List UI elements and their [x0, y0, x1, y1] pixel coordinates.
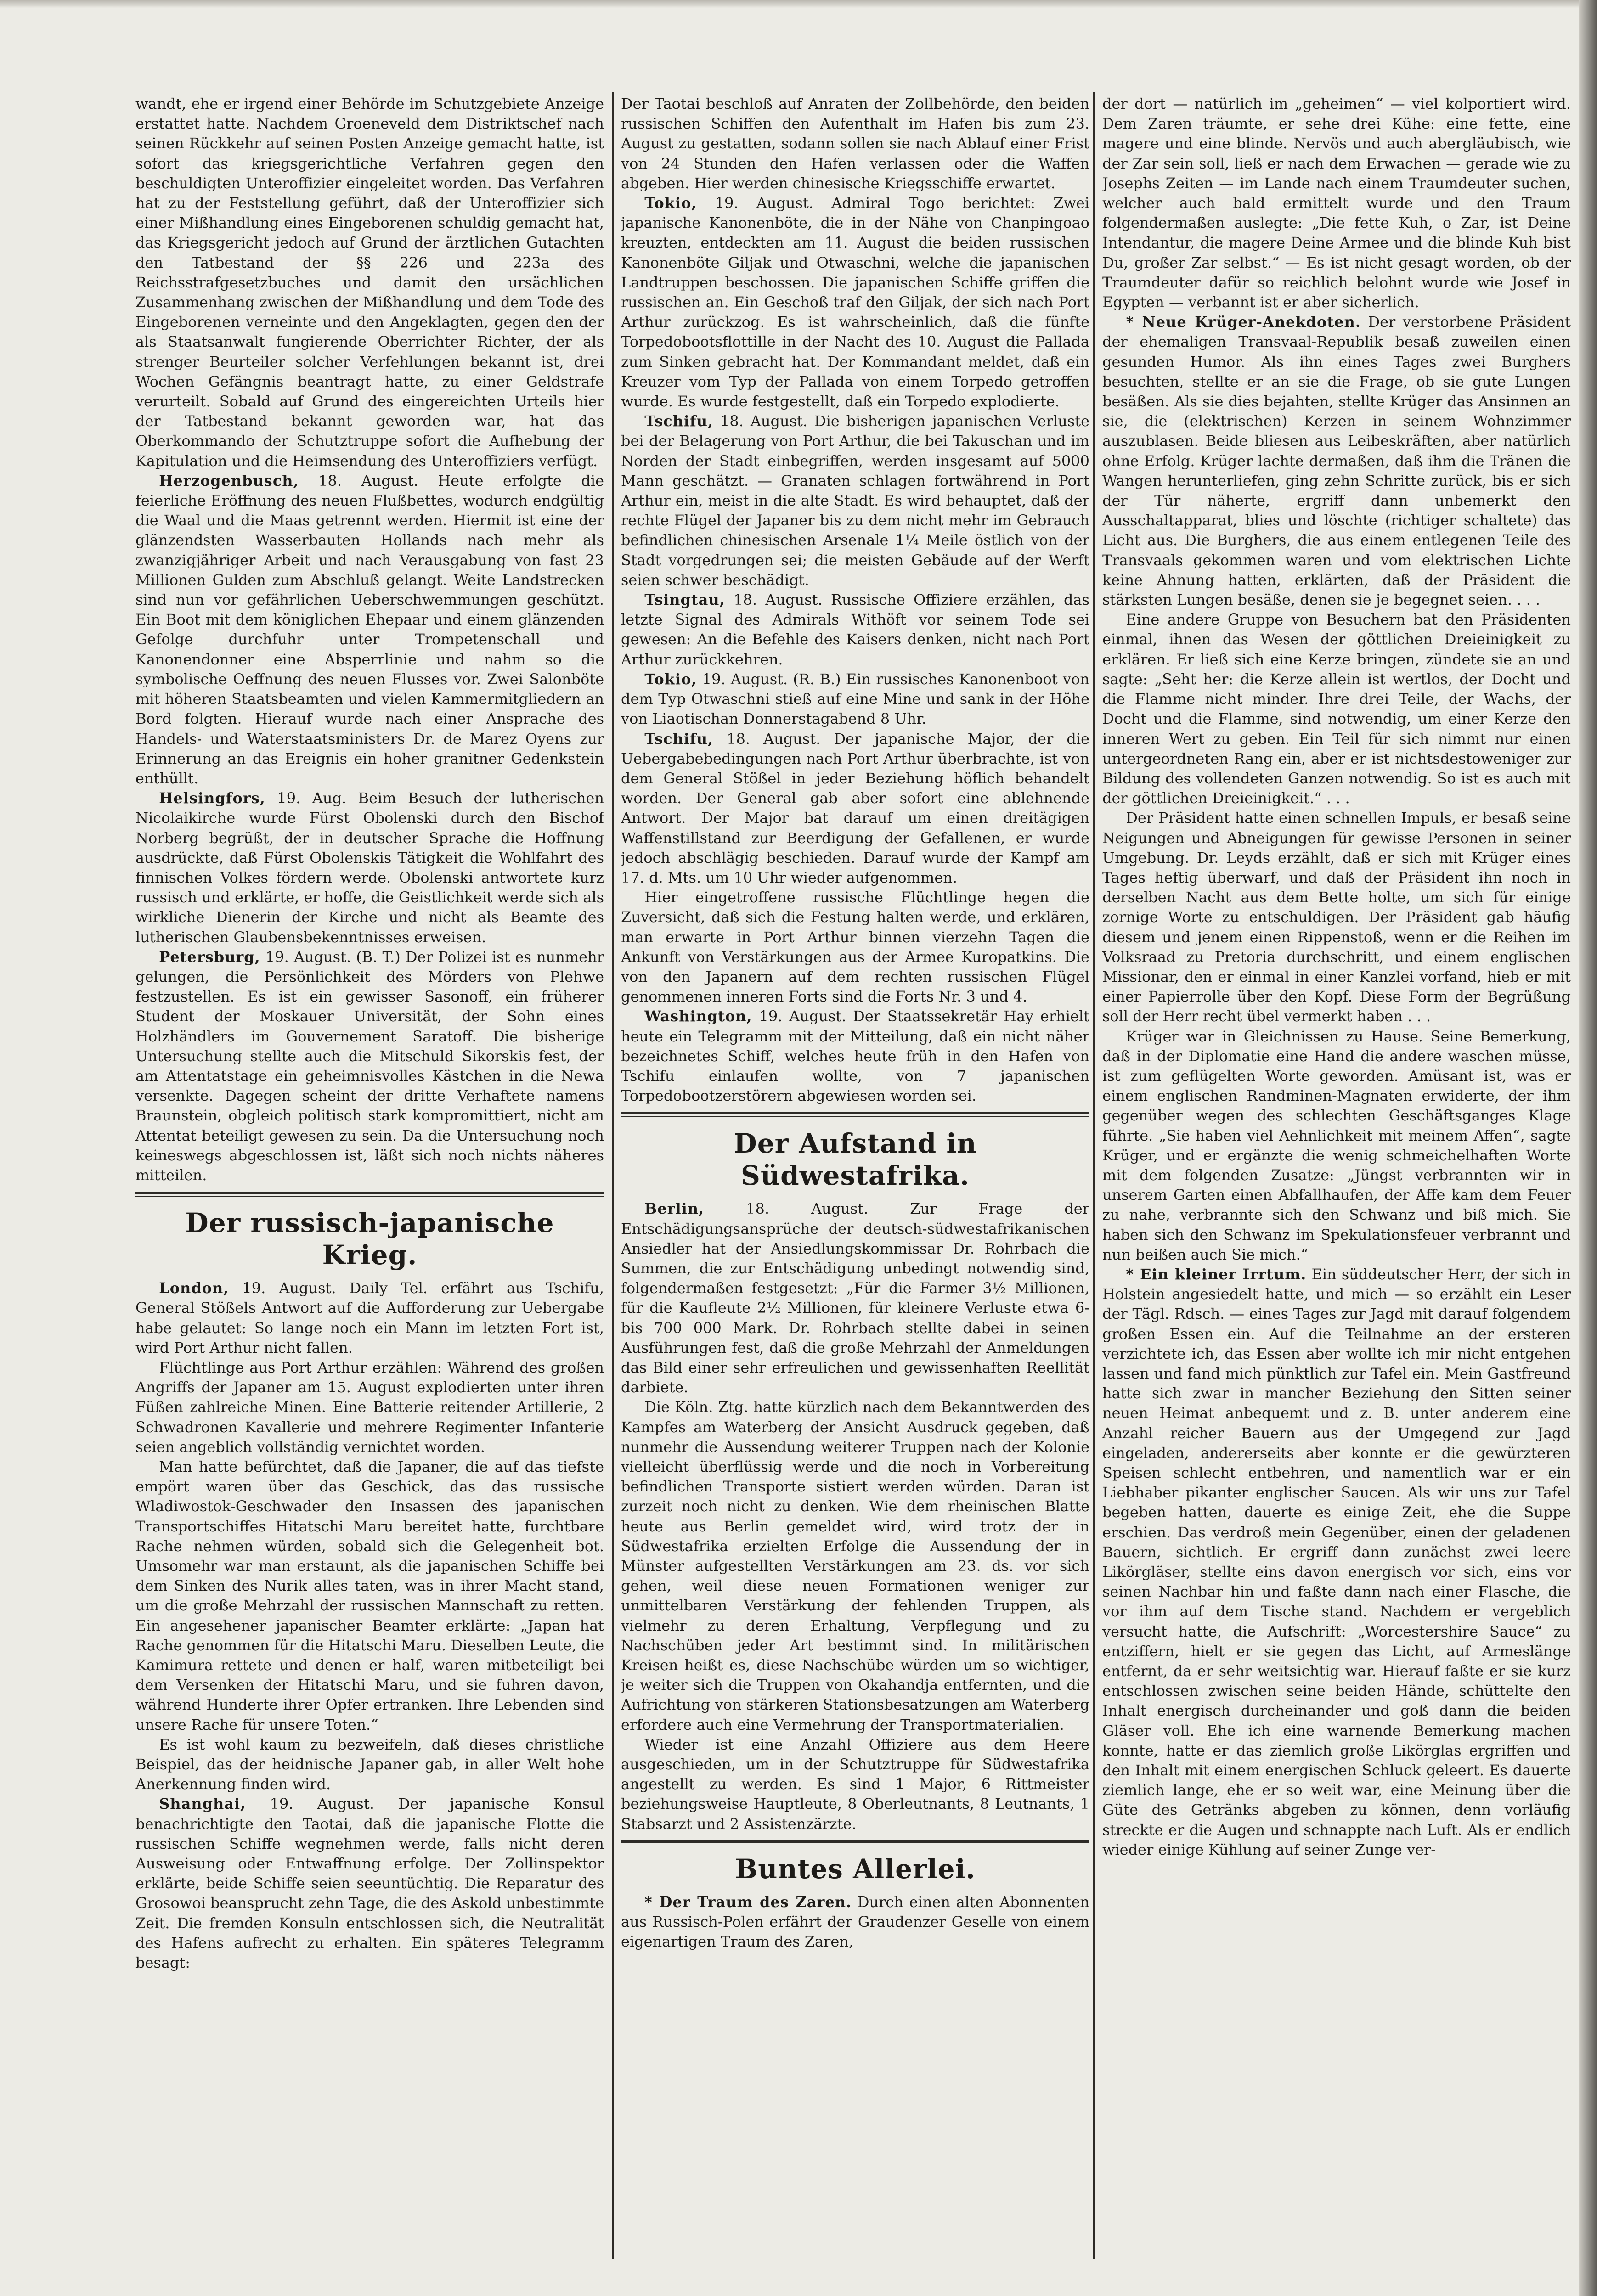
article-paragraph	[1102, 312, 1571, 610]
article-paragraph	[135, 471, 604, 788]
paragraph-text: 18. August. Die bisherigen japanischen Verluste bei der Belagerung von Port Arthur, die bei Takuschan und im Norden der Stadt einbegriffen, werden insgesamt auf 5000 Mann geschätzt. — Granaten schlagen fortwährend in Port Arthur ein, meist in die alte Stadt. Es wird behauptet, daß der rechte Flügel der Japaner bis zu dem nicht mehr im Gebrauch befindlichen chinesischen Arsenale 1¼ Meile östlich von der Stadt vorgedrungen sei; die meisten Gebäude auf der Werft seien schwer beschädigt.	[621, 412, 1089, 589]
paragraph-text: Der verstorbene Präsident der ehemaligen Transvaal-Republik besaß zuweilen einen gesunden Humor. Als ihn eines Tages zwei Burghers besuchten, stellte er an sie die Frage, ob sie gute Lungen besäßen. Als sie dies bejahten, stellte Krüger das Ansinnen an sie, die (elektrischen) Kerzen in seinem Wohnzimmer auszublasen. Beide bliesen aus Leibeskräften, aber natürlich ohne Erfolg. Krüger lachte dermaßen, daß ihm die Tränen die Wangen herunterliefen, ging zehn Schritte zurück, bis er sich der Tür näherte, ergriff dann unbemerkt den Ausschaltapparat, blies und löschte (richtiger schaltete) das Licht aus. Die Burghers, die aus einem entlegenen Teile des Transvaals gekommen waren und vom elektrischen Lichte keine Ahnung hatten, erklärten, daß der Präsident die stärksten Lungen besäße, denen sie je begegnet seien. . . .	[1102, 313, 1571, 609]
paragraph-text: 19. August. Der Staatssekretär Hay erhielt heute ein Telegramm mit der Mitteilung, daß ein nicht näher bezeichnetes Schiff, welches heute früh in den Hafen von Tschifu einlaufen wollte, von 7 japanischen Torpedobootzerstörern abgewiesen worden sei.	[621, 1007, 1089, 1105]
article-paragraph	[621, 729, 1089, 888]
paragraph-text: Durch einen alten Abonnenten aus Russisch-Polen erfährt der Graudenzer Geselle von einem eigenartigen Traum des Zaren,	[621, 1893, 1089, 1951]
article-paragraph: Die Köln. Ztg. hatte kürzlich nach dem Bekanntwerden des Kampfes am Waterberg der Ansicht Ausdruck gegeben, daß nunmehr die Aussendung weiterer Truppen nach der Kolonie vielleicht überflüssig werde und die noch in Vorbereitung befindlichen Transporte sistiert werden würden. Daran ist zurzeit noch nicht zu denken. Wie dem rheinischen Blatte heute aus Berlin gemeldet wird, wird trotz der in Südwestafrika erzielten Erfolge die Aussendung der in Münster aufgestellten Verstärkungen am 23. ds. vor sich gehen, weil diese neuen Formationen weniger zur unmittelbaren Verstärkung der fehlenden Truppen, als vielmehr zu deren Erhaltung, Verpflegung und zu Nachschüben jeder Art bestimmt sind. In militärischen Kreisen heißt es, diese Nachschübe würden um so wichtiger, je weiter sich die Truppen von Okahandja entfernten, und die Aufrichtung von stärkeren Stationsbesatzungen am Waterberg erfordere auch eine Vermehrung der Transportmaterialien.	[621, 1398, 1089, 1733]
column-2	[621, 94, 1089, 2262]
article-paragraph	[621, 1007, 1089, 1106]
article-paragraph: der dort — natürlich im „geheimen“ — viel kolportiert wird. Dem Zaren träumte, er sehe drei Kühe: eine fette, eine magere und eine blinde. Nervös und auch abergläubisch, wie der Zar sein soll, ließ er nach dem Erwachen — gerade wie zu Josephs Zeiten — im Lande nach einem Traumdeuter suchen, welcher auch bald ermittelt wurde und den Traum folgendermaßen auslegte: „Die fette Kuh, o Zar, ist Deine Intendantur, die magere Deine Armee und die blinde Kuh bist Du, großer Zar selbst.“ — Es ist nicht gesagt worden, ob der Traumdeuter dafür so reichlich belohnt wurde wie Josef in Egypten — verbannt ist er aber sicherlich.	[1102, 95, 1571, 311]
article-paragraph	[135, 1794, 604, 1973]
dateline: Tschifu,	[644, 412, 714, 430]
article-paragraph	[621, 1199, 1089, 1397]
article-paragraph: Eine andere Gruppe von Besuchern bat den Präsidenten einmal, ihnen das Wesen der göttlichen Dreieinigkeit zu erklären. Er ließ sich eine Kerze bringen, zündete sie an und sagte: „Seht her: die Kerze allein ist wertlos, der Docht und die Flamme nicht minder. Ihre drei Teile, der Wachs, der Docht und die Flamme, sind notwendig, um einer Kerze den inneren Wert zu geben. Ein Teil für sich nimmt nur einen untergeordneten Rang ein, aber er ist nichtsdestoweniger zur Bildung des vollendeten Ganzen notwendig. So ist es auch mit der göttlichen Dreieinigkeit.“ . . .	[1102, 611, 1571, 807]
paragraph-text: 18. August. Der japanische Major, der die Uebergabebedingungen nach Port Arthur überbrachte, ist von dem General Stößel in jeder Beziehung höflich behandelt worden. Der General gab aber sofort eine ablehnende Antwort. Der Major bat darauf um einen dreitägigen Waffenstillstand zur Beerdigung der Gefallenen, er wurde jedoch abschlägig beschieden. Darauf wurde der Kampf am 17. d. Mts. um 10 Uhr wieder aufgenommen.	[621, 730, 1089, 886]
article-paragraph: wandt, ehe er irgend einer Behörde im Schutzgebiete Anzeige erstattet hatte. Nachdem Groeneveld dem Distriktschef nach seinen Rückkehr auf seinen Posten Anzeige gemacht hatte, ist sofort das kriegsgerichtliche Verfahren gegen den beschuldigten Unteroffizier eingeleitet worden. Das Verfahren hat zu der Feststellung geführt, daß der Unteroffizier sich einer Mißhandlung eines Eingeborenen schuldig gemacht hat, das Kriegsgericht jedoch auf Grund der ärztlichen Gutachten den Tatbestand der §§ 226 und 223a des Reichsstrafgesetzbuches und damit den ursächlichen Zusammenhang zwischen der Mißhandlung und dem Tode des Eingeborenen verneinte und den Angeklagten, gegen den der als Staatsanwalt fungierende Oberrichter Richter, der als strenger Beurteiler solcher Verfehlungen bekannt ist, drei Wochen Gefängnis beantragt hatte, zu einer Geldstrafe verurteilt. Sobald auf Grund des eingereichten Urteils hier der Tatbestand bekannt geworden war, hat das Oberkommando der Schutztruppe sofort die Aufhebung der Kapitulation und die Heimsendung des Unteroffiziers verfügt.	[135, 95, 604, 470]
page-binding-edge	[1579, 0, 1597, 2296]
column-rule	[612, 92, 614, 2259]
paragraph-text: 19. August. Daily Tel. erfährt aus Tschifu, General Stößels Antwort auf die Aufforderung zur Uebergabe habe gelautet: So lange noch ein Mann im letzten Fort ist, wird Port Arthur nicht fallen.	[135, 1279, 604, 1356]
dateline: Washington,	[644, 1007, 752, 1025]
paragraph-text: 19. August. Der japanische Konsul benachrichtigte den Taotai, daß die japanische Flotte die russischen Schiffe wegnehmen werde, falls nicht deren Ausweisung oder Entwaffnung erfolge. Der Zollinspektor erklärte, beide Schiffe seien seeuntüchtig. Die Reparatur des Grosowoi beansprucht zehn Tage, die des Askold unbestimmte Zeit. Die fremden Konsuln entschlossen sich, die Neutralität des Hafens aufrecht zu erhalten. Ein späteres Telegramm besagt:	[135, 1795, 604, 1972]
paragraph-text: 18. August. Heute erfolgte die feierliche Eröffnung des neuen Flußbettes, wodurch endgültig die Waal und die Maas getrennt werden. Hiermit ist eine der glänzendsten Wasserbauten Hollands nach mehr als zwanzigjähriger Arbeit und nach Verausgabung von fast 23 Millionen Gulden zum Abschluß gelangt. Weite Landstrecken sind nun vor gefährlichen Ueberschwemmungen geschützt. Ein Boot mit dem königlichen Ehepaar und einem glänzenden Gefolge durchfuhr unter Trompetenschall und Kanonendonner eine Absperrlinie und nahm so die symbolische Oeffnung des neuen Flusses vor. Zwei Salonböte mit höheren Staatsbeamten und vielen Kammermitgliedern an Bord folgten. Hierauf wurde nach einer Ansprache des Handels- und Waterstaatsministers Dr. de Marez Oyens zur Erinnerung an das Ereignis ein hoher granitner Gedenkstein enthüllt.	[135, 472, 604, 787]
article-paragraph	[621, 670, 1089, 729]
article-paragraph	[621, 411, 1089, 590]
story-title: * Neue Krüger-Anekdoten.	[1126, 313, 1361, 331]
column-3	[1102, 94, 1571, 2262]
paragraph-text: 18. August. Russische Offiziere erzählen, das letzte Signal des Admirals Withöft vor seinem Tode sei gewesen: An die Befehle des Kaisers denken, nicht nach Port Arthur zurückkehren.	[621, 591, 1089, 668]
section-heading: Der russisch-japanische Krieg.	[185, 1207, 554, 1271]
paragraph-text: 19. Aug. Beim Besuch der lutherischen Nicolaikirche wurde Fürst Obolenski durch den Bischof Norberg begrüßt, der in deutscher Sprache die Hoffnung ausdrückte, daß Fürst Obolenskis Tätigkeit die Wohlfahrt des finnischen Volkes fördern werde. Obolenski antwortete kurz russisch und erklärte, er hoffe, die Geistlichkeit werde sich als wirkliche Dienerin der Kirche und nicht als Beamte des lutherischen Glaubensbekenntnisses erweisen.	[135, 789, 604, 946]
section-rule	[621, 1116, 1089, 1117]
column-rule	[1093, 92, 1095, 2259]
dateline: Helsingfors,	[159, 789, 265, 807]
article-paragraph	[135, 1278, 604, 1358]
article-paragraph	[135, 947, 604, 1185]
article-paragraph	[621, 193, 1089, 411]
paragraph-text: 19. August. (R. B.) Ein russisches Kanonenboot von dem Typ Otwaschni stieß auf eine Mine und sank in der Höhe von Liaotischan Donnerstagabend 8 Uhr.	[621, 670, 1089, 728]
article-paragraph: Der Taotai beschloß auf Anraten der Zollbehörde, den beiden russischen Schiffen den Aufenthalt im Hafen bis zum 23. August zu gestatten, sodann sollen sie nach Ablauf einer Frist von 24 Stunden den Hafen verlassen oder die Waffen abgeben. Hier werden chinesische Kriegsschiffe erwartet.	[621, 95, 1089, 192]
article-paragraph	[621, 590, 1089, 670]
dateline: Berlin,	[644, 1200, 705, 1218]
article-paragraph: Flüchtlinge aus Port Arthur erzählen: Während des großen Angriffs der Japaner am 15. August explodierten unter ihren Füßen zahlreiche Minen. Eine Batterie reitender Artillerie, 2 Schwadronen Kavallerie und mehrere Regimenter Infanterie seien angeblich vollständig vernichtet worden.	[135, 1358, 604, 1456]
article-paragraph: Der Präsident hatte einen schnellen Impuls, er besaß seine Neigungen und Abneigungen für gewisse Personen in seiner Umgebung. Dr. Leyds erzählt, daß er sich mit Krüger eines Tages heftig überwarf, und daß der Präsident ihn noch in derselben Nacht aus dem Bette holte, um sich für einige zornige Worte zu entschuldigen. Der Präsident gab häufig diesem und jenem einen Rippenstoß, wenn er die Reihen im Volksraad zu Pretoria durchschritt, und einem englischen Missionar, den er einmal in einer Kanzlei vorfand, hieb er mit einer Papierrolle über den Kopf. Diese Form der Begrüßung soll der Herr recht übel vermerkt haben . . .	[1102, 809, 1571, 1025]
article-paragraph: Krüger war in Gleichnissen zu Hause. Seine Bemerkung, daß in der Diplomatie eine Hand die andere waschen müsse, ist zum geflügelten Worte geworden. Amüsant ist, was er einem englischen Randminen-Magnaten erwiderte, der ihm gegenüber wegen des schlechten Geschäftsganges Klage führte. „Sie haben viel Aehnlichkeit mit meinem Affen“, sagte Krüger, und er ergänzte die wenig schmeichelhaften Worte mit dem folgenden Zusatze: „Jüngst verbrannten wir in unserem Garten einen Abfallhaufen, der Affe kam dem Feuer zu nahe, verbrannte sich den Schwanz und biß mich. Sie haben sich den Schwanz im Spekulationsfeuer verbrannt und nun beißen auch Sie mich.“	[1102, 1027, 1571, 1263]
section-rule	[135, 1192, 604, 1194]
article-paragraph	[135, 788, 604, 947]
section-rule	[621, 1112, 1089, 1114]
column-1	[135, 94, 604, 2262]
section-rule	[621, 1840, 1089, 1843]
article-paragraph	[621, 1892, 1089, 1952]
story-title: * Der Traum des Zaren.	[644, 1893, 852, 1911]
dateline: Petersburg,	[159, 948, 260, 966]
dateline: Shanghai,	[159, 1795, 246, 1813]
dateline: Tsingtau,	[644, 591, 725, 609]
dateline: London,	[159, 1279, 229, 1297]
article-paragraph: Wieder ist eine Anzahl Offiziere aus dem Heere ausgeschieden, um in der Schutztruppe für Südwestafrika angestellt zu werden. Es sind 1 Major, 6 Rittmeister beziehungsweise Hauptleute, 8 Oberleutnants, 8 Leutnants, 1 Stabsarzt und 2 Assistenzärzte.	[621, 1735, 1089, 1833]
section-rule	[135, 1196, 604, 1197]
dateline: Tokio,	[644, 194, 697, 212]
dateline: Tschifu,	[644, 730, 714, 748]
paragraph-text: Ein süddeutscher Herr, der sich in Holstein angesiedelt hatte, und mich — so erzählt ein Leser der Tägl. Rdsch. — eines Tages zur Jagd mit darauf folgendem großen Essen ein. Auf die Teilnahme an der ersteren verzichtete ich, das Essen aber wollte ich mir nicht entgehen lassen und fand mich pünktlich zur Tafel ein. Mein Gastfreund hatte sich zwar in mancher Beziehung den Sitten seiner neuen Heimat anbequemt und z. B. unter anderem eine Anzahl reicher Bauern aus der Umgegend zur Jagd eingeladen, andererseits aber konnte er die gewürzteren Speisen schlecht entbehren, und namentlich war er ein Liebhaber pikanter englischer Saucen. Als wir uns zur Tafel begeben hatten, dauerte es einige Zeit, ehe die Suppe erschien. Das verdroß mein Gegenüber, einen der geladenen Bauern, sichtlich. Er ergriff dann zunächst zwei leere Likörgläser, stellte eins davon energisch vor sich, eins vor seinen Nachbar hin und faßte dann nach einer Flasche, die vor ihm auf dem Tische stand. Nachdem er vergeblich versucht hatte, die Aufschrift: „Worcestershire Sauce“ zu entziffern, hielt er sie gegen das Licht, auf Armeslänge entfernt, da er sehr weitsichtig war. Hierauf faßte er sie kurz entschlossen zwischen seine beiden Hände, schüttelte den Inhalt energisch durcheinander und goß dann die beiden Gläser voll. Ehe ich eine warnende Bemerkung machen konnte, hatte er das ziemlich große Likörglas ergriffen und den Inhalt mit einem energischen Schluck geleert. Es dauerte ziemlich lange, ehe er so weit war, eine Meinung über die Güte des Getränks abgeben zu können, denn vorläufig streckte er die Augen und schnappte nach Luft. Als er endlich wieder einige Kühlung auf seiner Zunge ver-	[1102, 1265, 1571, 1858]
story-title: * Ein kleiner Irrtum.	[1126, 1265, 1307, 1283]
section-heading: Der Aufstand in Südwestafrika.	[734, 1128, 977, 1192]
paragraph-text: 18. August. Zur Frage der Entschädigungsansprüche der deutsch-südwestafrikanischen Ansiedler hat der Ansiedlungskommissar Dr. Rohrbach die Summen, die zur Entschädigung unbedingt notwendig sind, folgendermaßen festgesetzt: „Für die Farmer 3½ Millionen, für die Kaufleute 2½ Millionen, für kleinere Verluste etwa 6- bis 700 000 Mark. Dr. Rohrbach stellte dabei in seinen Ausführungen fest, daß die große Mehrzahl der Anmeldungen das Bild einer sehr erfreulichen und gewissenhaften Reellität darbiete.	[621, 1200, 1089, 1396]
article-paragraph: Man hatte befürchtet, daß die Japaner, die auf das tiefste empört waren über das Geschick, das das russische Wladiwostok-Geschwader den Insassen des japanischen Transportschiffes Hitatschi Maru bereitet hatte, furchtbare Rache nehmen würden, sobald sich die Gelegenheit bot. Umsomehr war man erstaunt, als die japanischen Schiffe bei dem Sinken des Nurik alles taten, was in ihrer Macht stand, um die große Mehrzahl der russischen Mannschaft zu retten. Ein angesehener japanischer Beamter erklärte: „Japan hat Rache genommen für die Hitatschi Maru. Dieselben Leute, die Kamimura rettete und denen er half, waren mitbeteiligt bei dem Versenken der Hitatschi Maru, und sie fuhren davon, während Hunderte ihrer Opfer ertranken. Ihre Lebenden sind unsere Rache für unsere Toten.“	[135, 1458, 604, 1733]
article-paragraph: Es ist wohl kaum zu bezweifeln, daß dieses christliche Beispiel, das der heidnische Japaner gab, in aller Welt hohe Anerkennung finden wird.	[135, 1735, 604, 1793]
section-heading: Buntes Allerlei.	[735, 1853, 976, 1885]
dateline: Herzogenbusch,	[159, 472, 299, 490]
page-top-shadow	[0, 0, 1597, 8]
dateline: Tokio,	[644, 670, 697, 688]
paragraph-text: 19. August. Admiral Togo berichtet: Zwei japanische Kanonenböte, die in der Nähe von Chanpingoao kreuzten, entdeckten am 11. August die beiden russischen Kanonenböte Giljak und Otwaschni, welche die japanischen Landtruppen beschossen. Die japanischen Schiffe griffen die russischen an. Ein Geschoß traf den Giljak, der sich nach Port Arthur zurückzog. Es ist wahrscheinlich, daß die fünfte Torpedobootsflottille in der Nacht des 10. August die Pallada zum Sinken gebracht hat. Der Kommandant meldet, daß ein Kreuzer vom Typ der Pallada von einem Torpedo getroffen wurde. Es wurde festgestellt, daß ein Torpedo explodierte.	[621, 194, 1089, 411]
paragraph-text: 19. August. (B. T.) Der Polizei ist es nunmehr gelungen, die Persönlichkeit des Mörders von Plehwe festzustellen. Es ist ein gewisser Sasonoff, ein früherer Student der Moskauer Universität, der Sohn eines Holzhändlers im Gouvernement Saratoff. Die bisherige Untersuchung stellte auch die Mitschuld Sikorskis fest, der am Attentatstage ein geheimnisvolles Kästchen in die Newa versenkte. Dagegen scheint der dritte Verhaftete namens Braunstein, obgleich politisch stark kompromittiert, nicht am Attentat beteiligt gewesen zu sein. Da die Untersuchung noch keineswegs abgeschlossen ist, läßt sich noch nichts näheres mitteilen.	[135, 948, 604, 1184]
article-paragraph	[1102, 1265, 1571, 1860]
article-paragraph: Hier eingetroffene russische Flüchtlinge hegen die Zuversicht, daß sich die Festung halten werde, und erklären, man erwarte in Port Arthur binnen vierzehn Tagen die Ankunft von Verstärkungen aus der Armee Kuropatkins. Die von den Japanern auf dem rechten russischen Flügel genommenen inneren Forts sind die Forts Nr. 3 und 4.	[621, 889, 1089, 1006]
